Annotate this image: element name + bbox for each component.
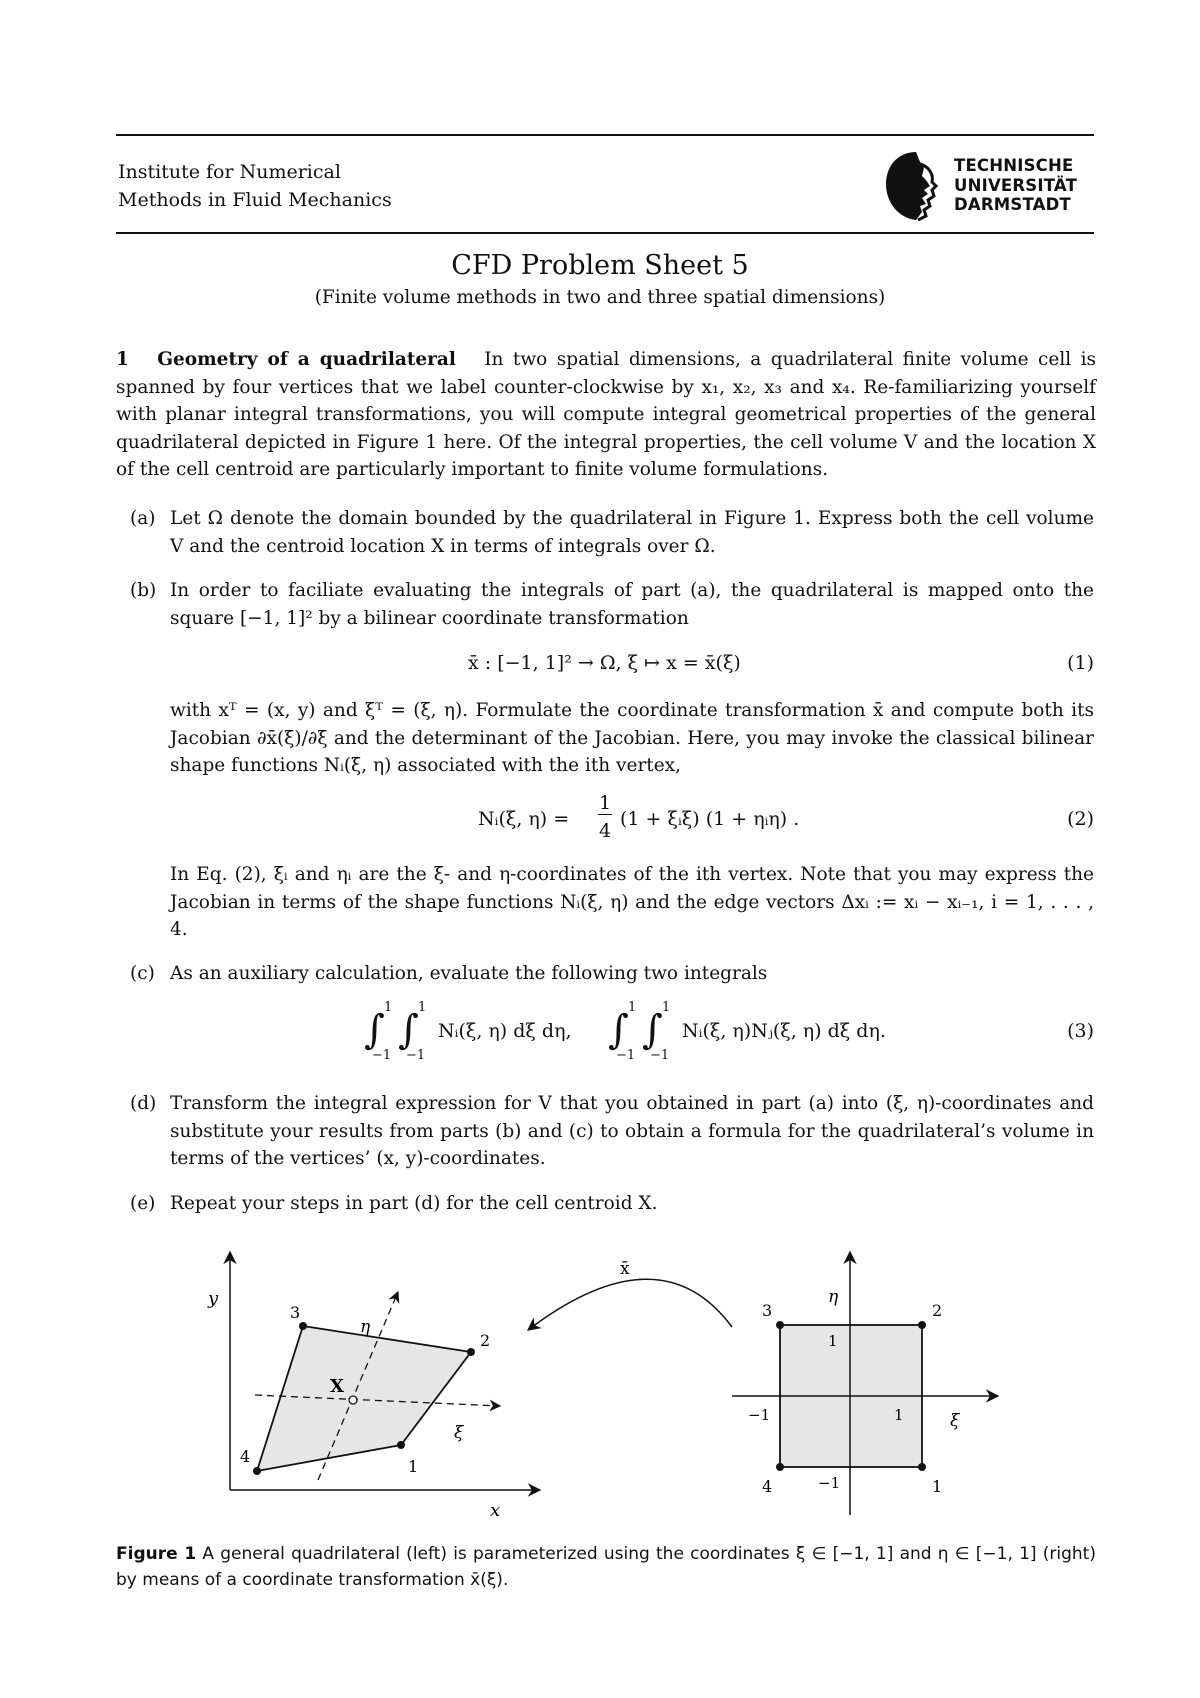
institute-line-2: Methods in Fluid Mechanics	[118, 189, 392, 211]
ref-vertex-2-label: 2	[932, 1301, 943, 1320]
figure-1	[0, 1230, 1200, 1530]
problem-intro	[116, 346, 1096, 484]
ref-vertex-3-point	[776, 1321, 784, 1329]
university-wordmark	[954, 156, 1077, 215]
part-e-label: (e)	[130, 1193, 156, 1214]
part-b-label: (b)	[130, 580, 157, 601]
ref-vertex-1-label: 1	[932, 1477, 943, 1496]
equation-3	[364, 1000, 924, 1070]
institute-name	[118, 158, 392, 214]
vertex-1-point	[397, 1441, 405, 1449]
quadrilateral-cell	[257, 1326, 471, 1471]
logo-line-1: TECHNISCHE	[954, 156, 1074, 175]
x-axis-label: x	[490, 1500, 501, 1521]
part-b-text: In order to faciliate evaluating the integrals of part (a), the quadrilateral is mapped onto the square [−1, 1]² by a bilinear coordinate transformation	[170, 580, 1094, 629]
integral-sign-icon: ∫	[398, 1007, 419, 1053]
part-c	[130, 960, 1094, 990]
reference-square-diagram	[732, 1252, 998, 1515]
figure-caption	[116, 1541, 1096, 1593]
part-b	[130, 577, 1094, 637]
integral-lower-limit: −1	[372, 1048, 392, 1063]
integral-sign-icon: ∫	[364, 1007, 385, 1053]
ref-vertex-4-label: 4	[762, 1477, 773, 1496]
equation-2-number: (2)	[1067, 808, 1094, 830]
header-top-rule	[116, 134, 1094, 136]
centroid-point	[349, 1396, 357, 1404]
problem-intro-text: In two spatial dimensions, a quadrilateral finite volume cell is spanned by four vertices that we label counter-clockwise by x₁, x₂, x₃ and x₄. Re-familiarizing yourself with planar integral transformations, you will compute integral geometrical properties of the general quadrilateral depicted in Figure 1 here. Of the integral properties, the cell volume V and the location X of the cell centroid are particularly important to finite volume formulations.	[116, 349, 1097, 481]
integral-upper-limit: 1	[418, 1000, 427, 1015]
integral-upper-limit: 1	[384, 1000, 393, 1015]
tick-xi-neg: −1	[748, 1406, 771, 1424]
university-emblem-icon	[882, 150, 952, 222]
logo-line-2: UNIVERSITÄT	[954, 175, 1078, 195]
equation-2-lhs: Nᵢ(ξ, η) =	[478, 808, 570, 830]
centroid-label: X	[330, 1376, 344, 1397]
eta-label-left: η	[360, 1317, 371, 1337]
ref-vertex-2-point	[918, 1321, 926, 1329]
integral-upper-limit: 1	[628, 1000, 637, 1015]
problem-heading: Geometry of a quadrilateral	[157, 349, 456, 370]
part-a-label: (a)	[130, 508, 156, 529]
tick-eta-neg: −1	[818, 1474, 841, 1492]
equation-2-rhs: (1 + ξᵢξ) (1 + ηᵢη) .	[620, 808, 800, 830]
integral-upper-limit: 1	[662, 1000, 671, 1015]
figure-caption-text: A general quadrilateral (left) is parameterized using the coordinates ξ ∈ [−1, 1] and η ∈ [−1, 1] (right) by means of a coordinate transformation x̄(ξ).	[116, 1544, 1096, 1590]
part-c-label: (c)	[130, 963, 155, 984]
part-a	[130, 505, 1094, 565]
institute-line-1: Institute for Numerical	[118, 161, 341, 183]
tick-eta-pos: 1	[828, 1332, 838, 1350]
xi-label-left: ξ	[454, 1423, 464, 1443]
vertex-3-label: 3	[290, 1303, 301, 1322]
integral-lower-limit: −1	[616, 1048, 636, 1063]
part-a-text: Let Ω denote the domain bounded by the quadrilateral in Figure 1. Express both the cell volume V and the centroid location X in terms of integrals over Ω.	[170, 508, 1094, 557]
integral-sign-icon: ∫	[642, 1007, 663, 1053]
equation-2-fraction-numerator: 1	[598, 792, 612, 814]
part-d-label: (d)	[130, 1093, 157, 1114]
university-logo	[882, 150, 1094, 222]
mapping-arrow	[528, 1259, 732, 1330]
vertex-1-label: 1	[408, 1457, 419, 1476]
part-b-continued: with xᵀ = (x, y) and ξᵀ = (ξ, η). Formulate the coordinate transformation x̄ and compute both its Jacobian ∂x̄(ξ)/∂ξ and the determinant of the Jacobian. Here, you may invoke the classical bilinear shape functions Nᵢ(ξ, η) associated with the ith vertex,	[170, 700, 1094, 777]
page-subtitle: (Finite volume methods in two and three spatial dimensions)	[314, 287, 886, 308]
integral-lower-limit: −1	[406, 1048, 426, 1063]
part-b-note: In Eq. (2), ξᵢ and ηᵢ are the ξ- and η-coordinates of the ith vertex. Note that you may express the Jacobian in terms of the shape functions Nᵢ(ξ, η) and the edge vectors Δxᵢ := xᵢ − xᵢ₋₁, i = 1, . . . , 4.	[170, 864, 1094, 941]
equation-1-number: (1)	[1067, 652, 1094, 674]
header-bottom-rule	[116, 232, 1094, 234]
mapping-arrow-curve	[528, 1279, 732, 1330]
vertex-2-label: 2	[480, 1331, 491, 1350]
ref-vertex-1-point	[918, 1463, 926, 1471]
integral-lower-limit: −1	[650, 1048, 670, 1063]
figure-caption-label: Figure 1	[116, 1544, 197, 1564]
equation-2-fraction-denominator: 4	[598, 820, 612, 842]
integral-1-integrand: Nᵢ(ξ, η) dξ dη,	[438, 1020, 572, 1042]
part-c-text: As an auxiliary calculation, evaluate the following two integrals	[170, 963, 768, 984]
physical-domain-diagram	[207, 1252, 540, 1521]
part-d	[130, 1090, 1094, 1174]
y-axis-label: y	[208, 1288, 219, 1309]
part-e	[130, 1190, 1094, 1220]
xi-label-right: ξ	[950, 1411, 960, 1431]
part-d-text: Transform the integral expression for V that you obtained in part (a) into (ξ, η)-coordinates and substitute your results from parts (b) and (c) to obtain a formula for the quadrilateral’s volume in terms of the vertices’ (x, y)-coordinates.	[170, 1093, 1094, 1170]
problem-number: 1	[116, 349, 129, 370]
vertex-2-point	[467, 1348, 475, 1356]
ref-vertex-3-label: 3	[762, 1301, 773, 1320]
vertex-4-point	[253, 1467, 261, 1475]
part-e-text: Repeat your steps in part (d) for the cell centroid X.	[170, 1193, 658, 1214]
eta-label-right: η	[828, 1287, 839, 1307]
logo-line-3: DARMSTADT	[954, 195, 1071, 214]
equation-1: x̄ : [−1, 1]² → Ω, ξ ↦ x = x̄(ξ)	[468, 652, 741, 674]
mapping-arrow-label: x̄	[620, 1259, 630, 1279]
vertex-4-label: 4	[240, 1447, 251, 1466]
integral-2-integrand: Nᵢ(ξ, η)Nⱼ(ξ, η) dξ dη.	[682, 1020, 886, 1042]
equation-3-number: (3)	[1067, 1020, 1094, 1042]
vertex-3-point	[299, 1322, 307, 1330]
integral-sign-icon: ∫	[608, 1007, 629, 1053]
ref-vertex-4-point	[776, 1463, 784, 1471]
equation-2	[478, 792, 818, 854]
tick-xi-pos: 1	[894, 1406, 904, 1424]
page-title: CFD Problem Sheet 5	[451, 250, 749, 281]
